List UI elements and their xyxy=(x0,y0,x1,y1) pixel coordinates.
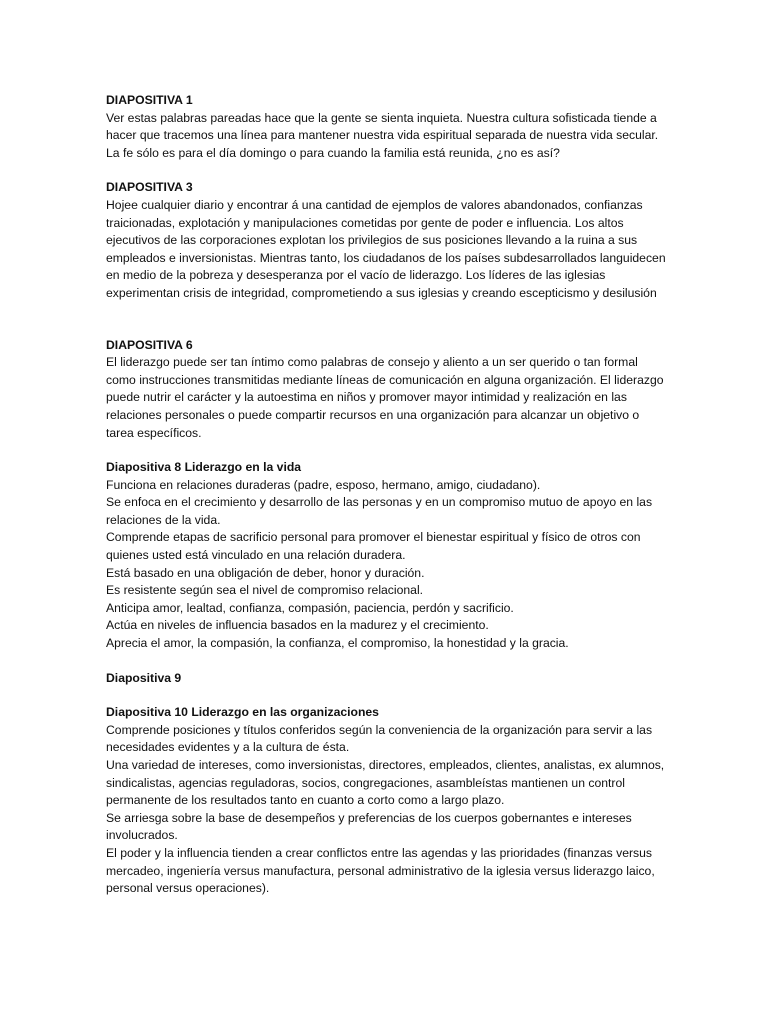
section-heading: Diapositiva 9 xyxy=(106,670,182,685)
section-diapositiva-1 xyxy=(106,92,666,162)
list-item: Aprecia el amor, la compasión, la confianza, el compromiso, la honestidad y la gracia. xyxy=(106,636,569,651)
section-paragraph: Ver estas palabras pareadas hace que la gente se sienta inquieta. Nuestra cultura sofisticada tiende a hacer que tracemos una línea para mantener nuestra vida espiritual separada de nuestra vida secular. La fe sólo es para el día domingo o para cuando la familia está reunida, ¿no es así? xyxy=(106,110,659,160)
list-item: Es resistente según sea el nivel de compromiso relacional. xyxy=(106,583,424,598)
list-item: Se enfoca en el crecimiento y desarrollo de las personas y en un compromiso mutuo de apoyo en las relaciones de la vida. xyxy=(106,495,653,527)
list-item: El poder y la influencia tienden a crear conflictos entre las agendas y las prioridades (finanzas versus mercadeo, ingeniería versus manufactura, personal administrativo de la iglesia versus liderazgo laico, personal versus operaciones). xyxy=(106,845,655,896)
section-heading: Diapositiva 10 Liderazgo en las organizaciones xyxy=(106,705,379,720)
list-item: Está basado en una obligación de deber, honor y duración. xyxy=(106,565,425,580)
list-item: Comprende posiciones y títulos conferidos según la conveniencia de la organización para servir a las necesidades evidentes y a la cultura de ésta. xyxy=(106,722,653,755)
section-diapositiva-6 xyxy=(106,337,666,443)
section-paragraph: El liderazgo puede ser tan íntimo como palabras de consejo y aliento a un ser querido o tan formal como instrucciones transmitidas mediante líneas de comunicación en alguna organización. El liderazgo puede nutrir el carácter y la autoestima en niños y promover mayor intimidad y realización en las relaciones personales o puede compartir recursos en una organización para alcanzar un objetivo o tarea específicos. xyxy=(106,355,664,440)
section-paragraph: Hojee cualquier diario y encontrar á una cantidad de ejemplos de valores abandonados, confianzas traicionadas, explotación y manipulaciones cometidas por gente de poder e influencia. Los altos ejecutivos de las corporaciones explotan los privilegios de sus posiciones llevando a la ruina a sus empleados e inversionistas. Mientras tanto, los ciudadanos de los países subdesarrollados languidecen en medio de la pobreza y desesperanza por el vacío de liderazgo. Los líderes de las iglesias experimentan crisis de integridad, comprometiendo a sus iglesias y creando escepticismo y desilusión xyxy=(106,197,666,300)
list-item: Funciona en relaciones duraderas (padre, esposo, hermano, amigo, ciudadano). xyxy=(106,477,541,492)
document-page xyxy=(106,92,666,898)
section-diapositiva-10 xyxy=(106,704,666,898)
section-heading: DIAPOSITIVA 1 xyxy=(106,93,193,107)
list-item: Una variedad de intereses, como inversionistas, directores, empleados, clientes, analistas, ex alumnos, sindicalistas, agencias reguladoras, socios, congregaciones, asambleístas mantienen un control permanente de los resultados tanto en cuanto a corto como a largo plazo. xyxy=(106,758,665,808)
section-diapositiva-3 xyxy=(106,179,666,302)
section-diapositiva-9 xyxy=(106,670,666,688)
list-item: Comprende etapas de sacrificio personal para promover el bienestar espiritual y físico de otros con quienes usted está vinculado en una relación duradera. xyxy=(106,530,641,563)
list-item: Anticipa amor, lealtad, confianza, compasión, paciencia, perdón y sacrificio. xyxy=(106,600,514,615)
section-diapositiva-8 xyxy=(106,459,666,653)
list-item: Actúa en niveles de influencia basados en la madurez y el crecimiento. xyxy=(106,618,489,633)
section-heading: Diapositiva 8 Liderazgo en la vida xyxy=(106,460,302,475)
section-heading: DIAPOSITIVA 3 xyxy=(106,180,193,195)
list-item: Se arriesga sobre la base de desempeños y preferencias de los cuerpos gobernantes e intereses involucrados. xyxy=(106,810,632,843)
section-heading: DIAPOSITIVA 6 xyxy=(106,337,193,352)
